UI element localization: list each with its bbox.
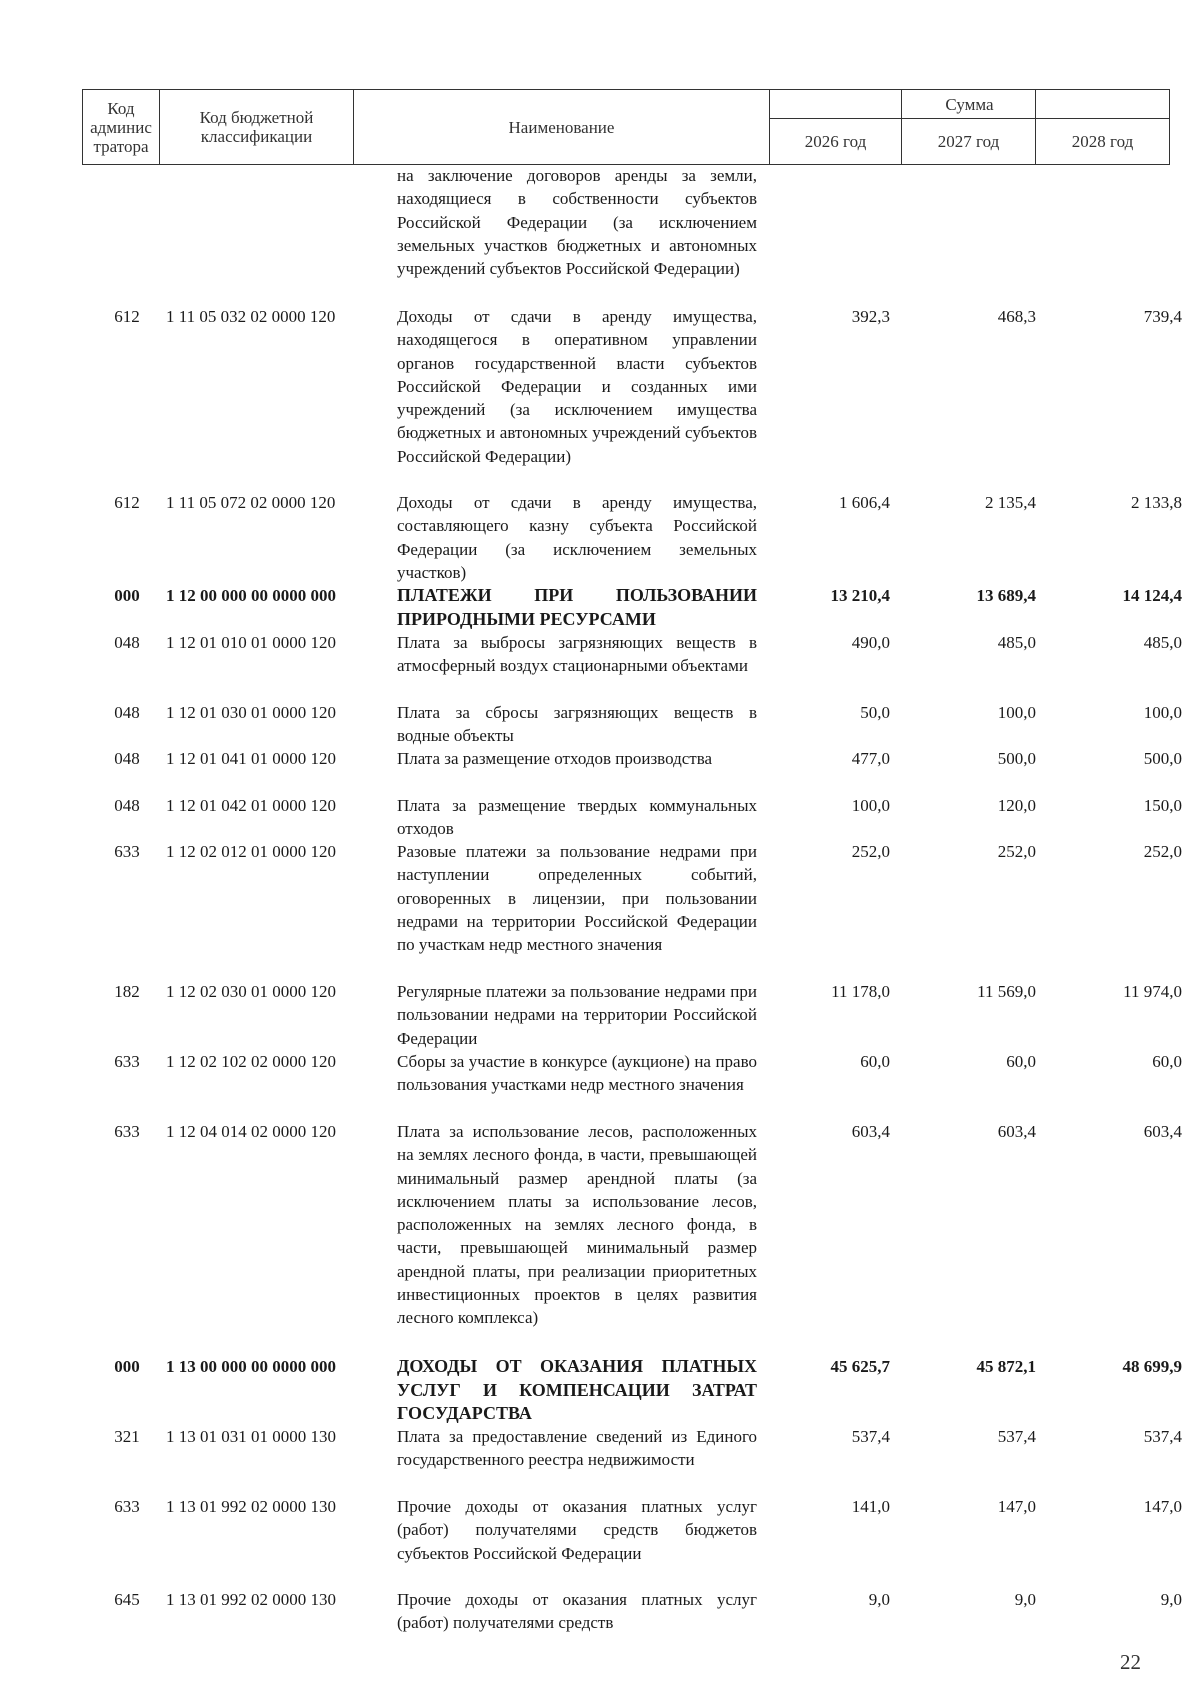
admin-code: 048 <box>114 703 140 722</box>
row-name: Плата за предоставление сведений из Единого государственного реестра недвижимости <box>397 1427 757 1470</box>
budget-code: 1 11 05 032 02 0000 120 <box>166 307 336 326</box>
value-2026: 603,4 <box>851 1122 890 1141</box>
row-name: Разовые платежи за пользование недрами при наступлении определенных событий, оговоренных в лицензии, при пользовании недрами на территории Российской Федерации по участкам недр местного значения <box>397 842 757 955</box>
page-number: 22 <box>1120 1650 1141 1674</box>
value-2027: 100,0 <box>997 703 1036 722</box>
value-2028: 603,4 <box>1143 1122 1182 1141</box>
value-2026: 13 210,4 <box>830 586 890 605</box>
value-2028: 100,0 <box>1143 703 1182 722</box>
header-year-2028: 2028 год <box>1071 132 1134 151</box>
budget-code: 1 12 02 102 02 0000 120 <box>166 1052 336 1071</box>
row-name: Плата за использование лесов, расположенных на землях лесного фонда, в части, превышающей минимальный размер арендной платы (за исключением платы за использование лесов, расположенных на землях лесного фонда, в части, превышающей минимальный размер арендной платы, при реализации приоритетных инвестиционных проектов в целях развития лесного комплекса) <box>397 1122 757 1328</box>
value-2026: 50,0 <box>860 703 890 722</box>
value-2026: 100,0 <box>851 796 890 815</box>
budget-code: 1 12 01 030 01 0000 120 <box>166 703 336 722</box>
header-budget-code: Код бюджетной классификации <box>199 108 314 146</box>
header-sum: Сумма <box>945 94 994 114</box>
value-2026: 537,4 <box>851 1427 890 1446</box>
admin-code: 633 <box>114 1497 140 1516</box>
budget-code: 1 13 01 992 02 0000 130 <box>166 1590 336 1609</box>
value-2028: 150,0 <box>1143 796 1182 815</box>
budget-code: 1 12 02 012 01 0000 120 <box>166 842 336 861</box>
row-name: Прочие доходы от оказания платных услуг (работ) получателями средств <box>397 1590 757 1633</box>
value-2028: 252,0 <box>1143 842 1182 861</box>
budget-code: 1 12 02 030 01 0000 120 <box>166 982 336 1001</box>
admin-code: 182 <box>114 982 140 1001</box>
value-2026: 45 625,7 <box>830 1357 890 1376</box>
header-year-2027: 2027 год <box>937 132 1000 151</box>
row-name: на заключение договоров аренды за земли, находящиеся в собственности субъектов Российской Федерации (за исключением земельных участков бюджетных и автономных учреждений субъектов Российской Федерации) <box>397 166 757 279</box>
budget-code: 1 12 00 000 00 0000 000 <box>166 586 336 605</box>
row-name: Прочие доходы от оказания платных услуг (работ) получателями средств бюджетов субъектов Российской Федерации <box>397 1497 757 1563</box>
value-2028: 739,4 <box>1143 307 1182 326</box>
value-2028: 500,0 <box>1143 749 1182 768</box>
budget-code: 1 12 01 041 01 0000 120 <box>166 749 336 768</box>
budget-code: 1 13 01 992 02 0000 130 <box>166 1497 336 1516</box>
value-2028: 147,0 <box>1143 1497 1182 1516</box>
budget-code: 1 13 01 031 01 0000 130 <box>166 1427 336 1446</box>
row-name: Регулярные платежи за пользование недрами при пользовании недрами на территории Российской Федерации <box>397 982 757 1048</box>
value-2027: 120,0 <box>997 796 1036 815</box>
value-2027: 468,3 <box>997 307 1036 326</box>
value-2028: 60,0 <box>1152 1052 1182 1071</box>
value-2027: 500,0 <box>997 749 1036 768</box>
row-name: Плата за сбросы загрязняющих веществ в водные объекты <box>397 703 757 746</box>
budget-code: 1 11 05 072 02 0000 120 <box>166 493 336 512</box>
value-2028: 537,4 <box>1143 1427 1182 1446</box>
budget-code: 1 12 01 042 01 0000 120 <box>166 796 336 815</box>
budget-code: 1 12 04 014 02 0000 120 <box>166 1122 336 1141</box>
value-2026: 60,0 <box>860 1052 890 1071</box>
value-2027: 2 135,4 <box>985 493 1036 512</box>
admin-code: 633 <box>114 1122 140 1141</box>
value-2027: 252,0 <box>997 842 1036 861</box>
admin-code: 000 <box>114 1357 140 1376</box>
row-name: Сборы за участие в конкурсе (аукционе) на право пользования участками недр местного значения <box>397 1052 757 1095</box>
value-2026: 477,0 <box>851 749 890 768</box>
admin-code: 048 <box>114 633 140 652</box>
admin-code: 048 <box>114 796 140 815</box>
value-2026: 392,3 <box>851 307 890 326</box>
value-2027: 537,4 <box>997 1427 1036 1446</box>
header-name: Наименование <box>508 117 615 137</box>
section-title: ПЛАТЕЖИ ПРИ ПОЛЬЗОВАНИИ ПРИРОДНЫМИ РЕСУРСАМИ <box>397 585 757 629</box>
value-2027: 60,0 <box>1006 1052 1036 1071</box>
value-2027: 11 569,0 <box>977 982 1036 1001</box>
admin-code: 048 <box>114 749 140 768</box>
value-2027: 45 872,1 <box>976 1357 1036 1376</box>
admin-code: 612 <box>114 493 140 512</box>
admin-code: 321 <box>114 1427 140 1446</box>
header-year-2026: 2026 год <box>804 132 867 151</box>
section-title: ДОХОДЫ ОТ ОКАЗАНИЯ ПЛАТНЫХ УСЛУГ И КОМПЕНСАЦИИ ЗАТРАТ ГОСУДАРСТВА <box>397 1356 757 1423</box>
value-2027: 485,0 <box>997 633 1036 652</box>
value-2026: 141,0 <box>851 1497 890 1516</box>
value-2028: 485,0 <box>1143 633 1182 652</box>
header-admin-code: Код админис тратора <box>90 98 152 156</box>
budget-code: 1 12 01 010 01 0000 120 <box>166 633 336 652</box>
row-name: Плата за размещение отходов производства <box>397 749 713 768</box>
row-name: Плата за выбросы загрязняющих веществ в атмосферный воздух стационарными объектами <box>397 633 757 676</box>
row-name: Доходы от сдачи в аренду имущества, составляющего казну субъекта Российской Федерации (за исключением земельных участков) <box>397 493 757 582</box>
budget-code: 1 13 00 000 00 0000 000 <box>166 1357 336 1376</box>
value-2026: 9,0 <box>868 1590 890 1609</box>
admin-code: 633 <box>114 1052 140 1071</box>
value-2026: 1 606,4 <box>839 493 890 512</box>
value-2028: 2 133,8 <box>1131 493 1182 512</box>
value-2026: 11 178,0 <box>831 982 890 1001</box>
admin-code: 000 <box>114 586 140 605</box>
value-2026: 252,0 <box>851 842 890 861</box>
value-2028: 14 124,4 <box>1122 586 1182 605</box>
admin-code: 633 <box>114 842 140 861</box>
admin-code: 612 <box>114 307 140 326</box>
value-2028: 9,0 <box>1160 1590 1182 1609</box>
value-2028: 11 974,0 <box>1123 982 1182 1001</box>
row-name: Доходы от сдачи в аренду имущества, находящегося в оперативном управлении органов государственной власти субъектов Российской Федерации и созданных ими учреждений (за исключением имущества бюджетных и автономных учреждений субъектов Российской Федерации) <box>397 307 757 466</box>
admin-code: 645 <box>114 1590 140 1609</box>
value-2027: 147,0 <box>997 1497 1036 1516</box>
value-2028: 48 699,9 <box>1122 1357 1182 1376</box>
row-name: Плата за размещение твердых коммунальных отходов <box>397 796 757 839</box>
value-2027: 13 689,4 <box>976 586 1036 605</box>
value-2027: 9,0 <box>1014 1590 1036 1609</box>
value-2026: 490,0 <box>851 633 890 652</box>
value-2027: 603,4 <box>997 1122 1036 1141</box>
